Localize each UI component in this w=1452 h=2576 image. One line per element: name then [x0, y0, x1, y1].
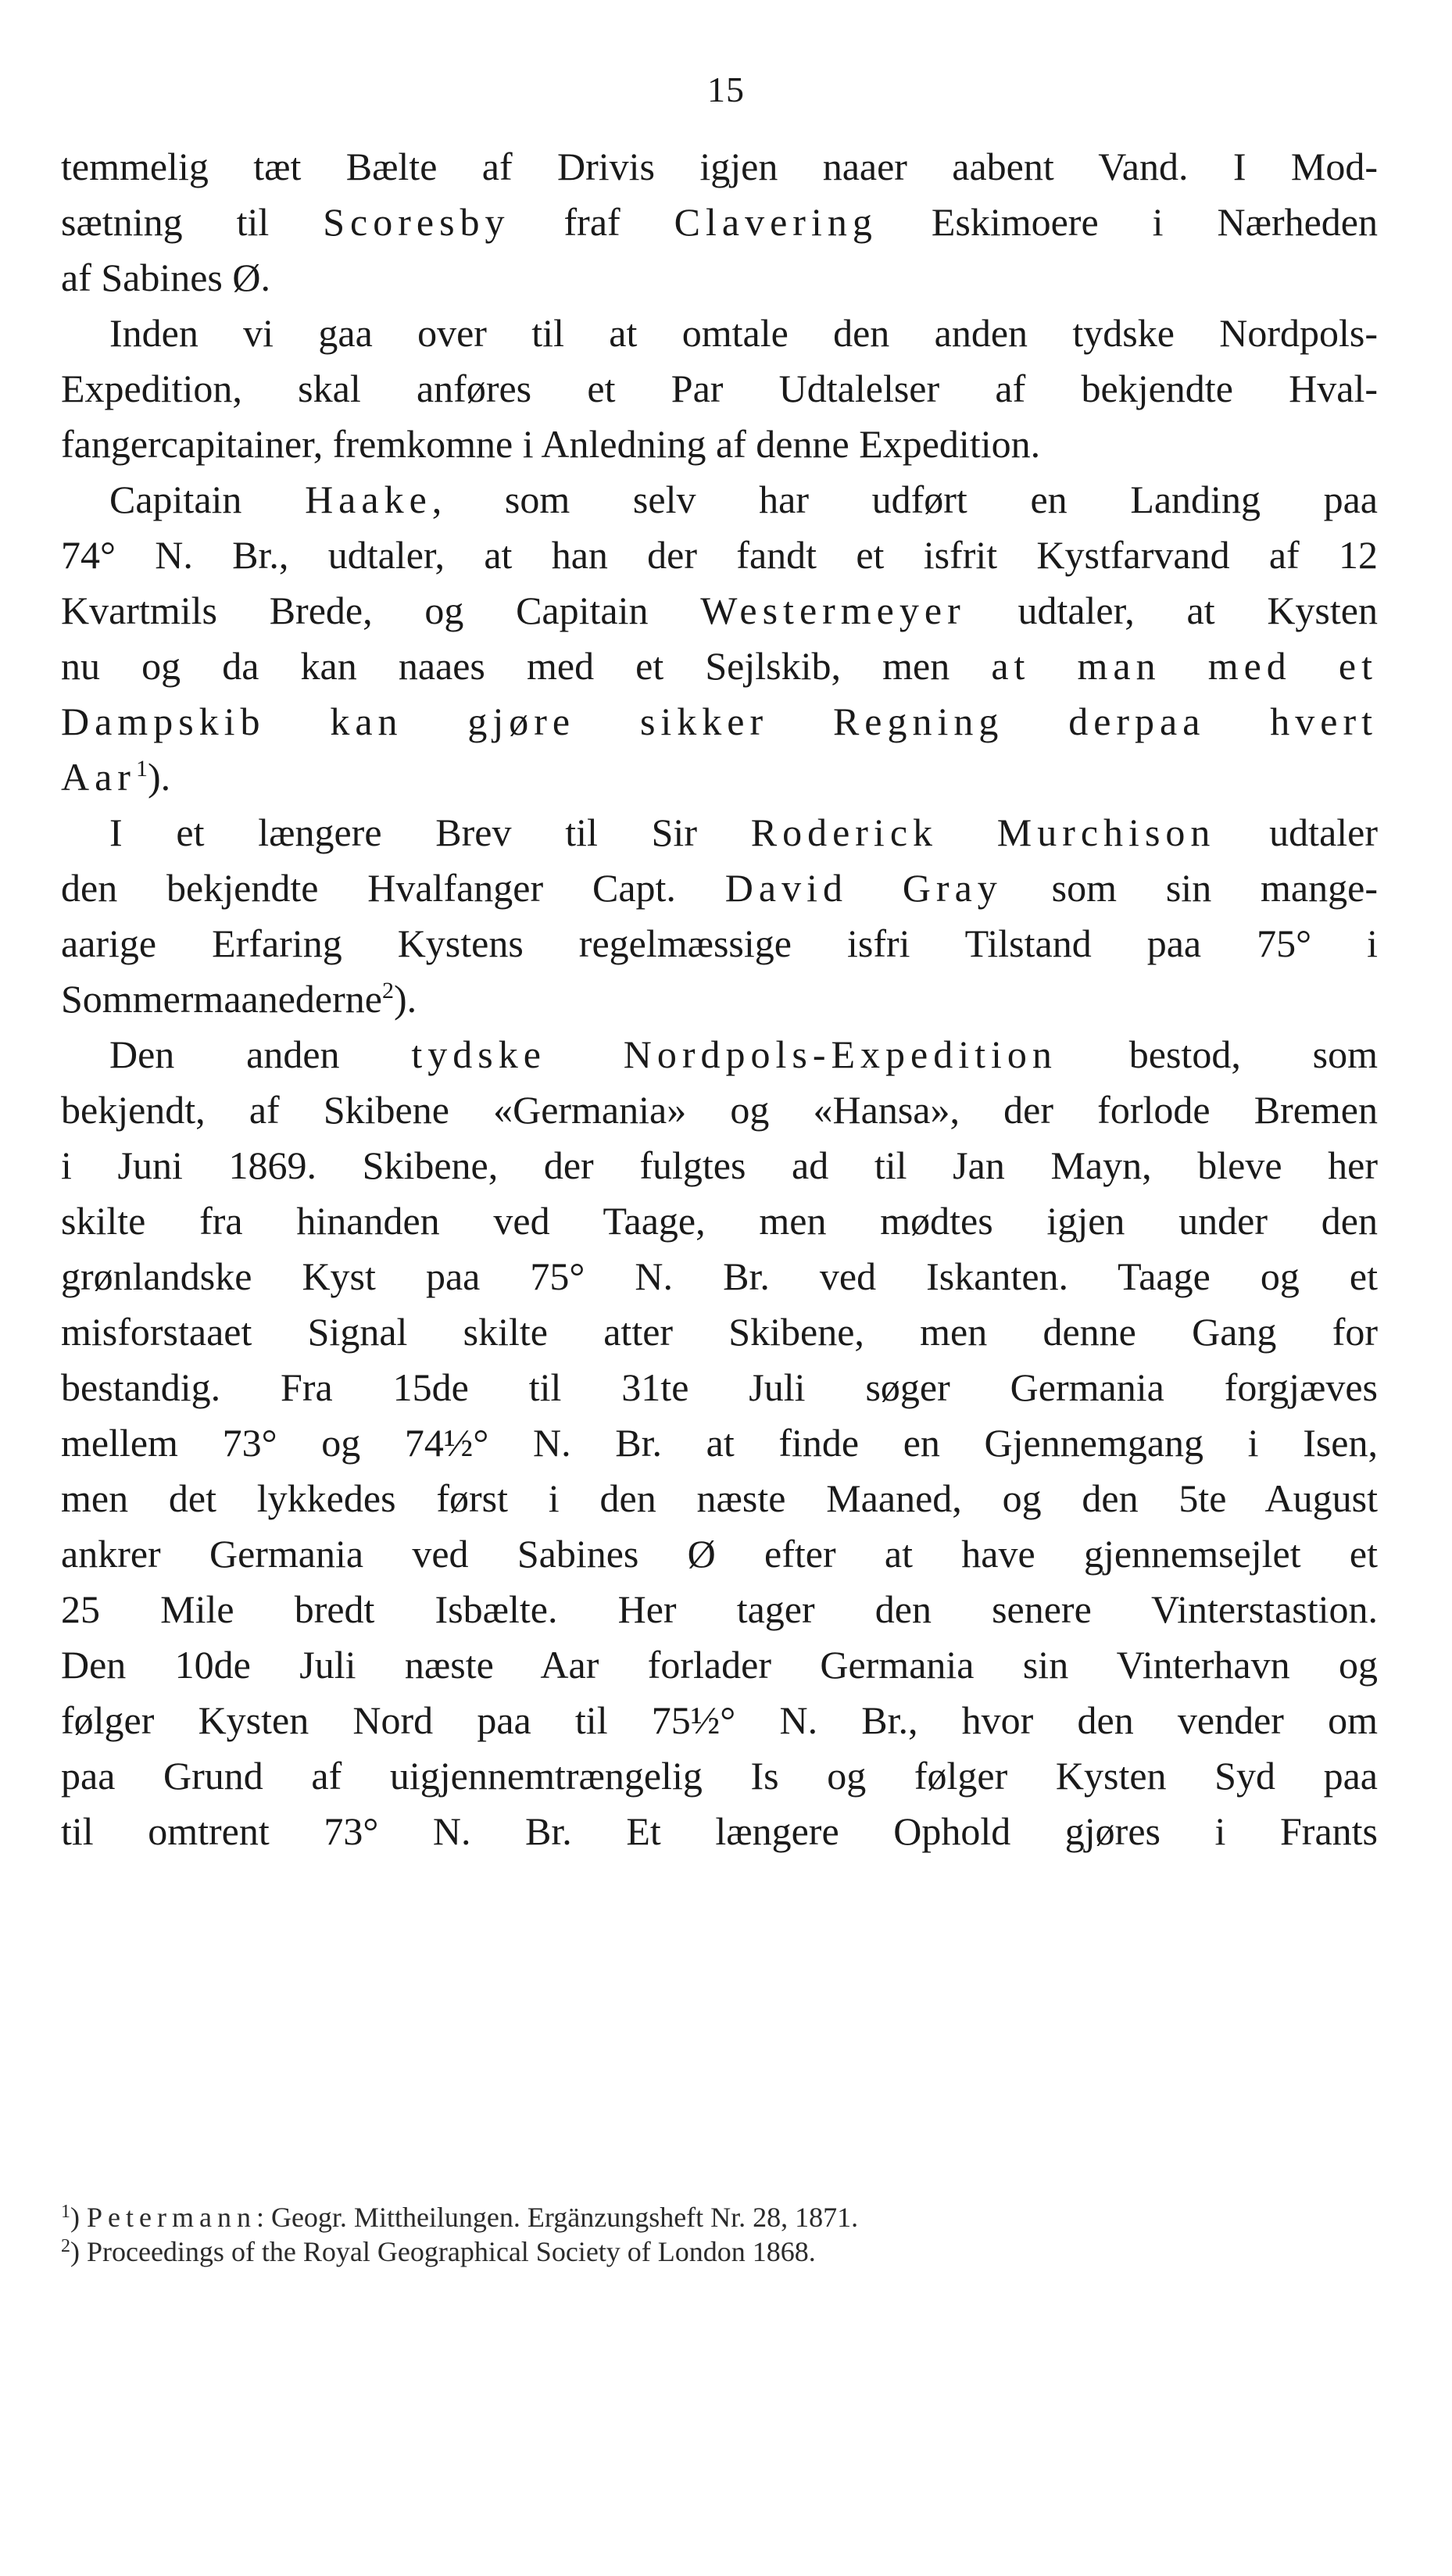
footnote-mark: 2: [61, 2236, 70, 2256]
text-line: [61, 639, 1378, 694]
text-line: [61, 1748, 1378, 1804]
text-run: temmelig tæt Bælte af Drivis igjen naaer aabent Vand. I Mod-: [61, 145, 1378, 188]
text-run: af Sabines Ø.: [61, 256, 270, 299]
text-line: [61, 417, 1378, 472]
text-line: [61, 860, 1378, 916]
text-run: bekjendt, af Skibene «Germania» og «Hansa», der forlode Bremen: [61, 1088, 1378, 1132]
text-run: skilte fra hinanden ved Taage, men mødtes igjen under den: [61, 1199, 1378, 1243]
text-line: [61, 1693, 1378, 1748]
spaced-text: Haake: [305, 478, 432, 521]
text-run: ankrer Germania ved Sabines Ø efter at have gjennemsejlet et: [61, 1532, 1378, 1576]
text-line: [61, 1082, 1378, 1138]
text-run: mellem 73° og 74½° N. Br. at finde en Gjennemgang i Isen,: [61, 1421, 1378, 1465]
text-run: bestandig. Fra 15de til 31te Juli søger Germania forgjæves: [61, 1365, 1378, 1409]
text-line: [61, 583, 1378, 639]
text-line: [61, 1415, 1378, 1471]
text-line: [61, 1582, 1378, 1637]
text-line: [61, 1249, 1378, 1304]
text-run: Kvartmils Brede, og Capitain: [61, 589, 701, 632]
text-run: : Geogr. Mittheilungen. Ergänzungsheft Nr. 28, 1871.: [256, 2202, 859, 2233]
text-line: [61, 1193, 1378, 1249]
text-run: grønlandske Kyst paa 75° N. Br. ved Iskanten. Taage og et: [61, 1254, 1378, 1298]
spaced-text: Scoresby: [323, 200, 510, 244]
text-run: fraf: [510, 200, 674, 244]
footnote: [61, 2234, 1378, 2269]
text-run: 25 Mile bredt Isbælte. Her tager den senere Vinterstastion.: [61, 1587, 1378, 1631]
spaced-text: Westermeyer: [700, 589, 966, 632]
text-run: bestod, som: [1057, 1032, 1378, 1076]
footnotes: [61, 2200, 1378, 2269]
spaced-text: Clavering: [674, 200, 878, 244]
text-line: [61, 805, 1378, 860]
text-run: men det lykkedes først i den næste Maaned, og den 5te August: [61, 1476, 1378, 1520]
text-run: Sommermaanederne: [61, 977, 382, 1021]
text-run: Den anden: [109, 1032, 412, 1076]
text-run: Inden vi gaa over til at omtale den anden tydske Nordpols-: [109, 311, 1378, 355]
text-run: paa Grund af uigjennemtrængelig Is og følger Kysten Syd paa: [61, 1754, 1378, 1798]
text-line: [61, 1360, 1378, 1415]
text-run: følger Kysten Nord paa til 75½° N. Br., hvor den vender om: [61, 1698, 1378, 1742]
text-run: , som selv har udført en Landing paa: [431, 478, 1378, 521]
text-run: nu og da kan naaes med et Sejlskib, men: [61, 644, 992, 688]
text-run: Capitain: [109, 478, 306, 521]
text-line: [61, 306, 1378, 361]
footnote: [61, 2200, 1378, 2234]
text-run: den bekjendte Hvalfanger Capt.: [61, 866, 725, 910]
text-run: I et længere Brev til Sir: [109, 810, 751, 854]
text-line: [61, 1027, 1378, 1082]
spaced-text: Dampskib kan gjøre sikker Regning derpaa hvert: [61, 699, 1378, 743]
spaced-text: tydske Nordpols-Expedition: [411, 1032, 1057, 1076]
text-run: misforstaaet Signal skilte atter Skibene, men denne Gang for: [61, 1310, 1378, 1354]
text-line: [61, 1637, 1378, 1693]
text-run: fangercapitainer, fremkomne i Anledning af denne Expedition.: [61, 422, 1041, 466]
footnote-reference: 1: [135, 756, 148, 782]
text-line: [61, 1304, 1378, 1360]
footnote-mark: 1: [61, 2202, 70, 2222]
text-line: [61, 361, 1378, 417]
text-line: [61, 528, 1378, 583]
footnote-reference: 2: [381, 978, 394, 1004]
spaced-text: at man med et: [991, 644, 1378, 688]
text-run: 74° N. Br., udtaler, at han der fandt et isfrit Kystfarvand af 12: [61, 533, 1378, 577]
text-run: udtaler, at Kysten: [965, 589, 1378, 632]
spaced-text: David Gray: [724, 866, 1003, 910]
text-run: ).: [147, 755, 171, 799]
text-run: ) Proceedings of the Royal Geographical Society of London 1868.: [70, 2236, 816, 2267]
text-line: [61, 916, 1378, 971]
page-number: 15: [707, 70, 745, 109]
text-run: i Juni 1869. Skibene, der fulgtes ad til Jan Mayn, bleve her: [61, 1143, 1378, 1187]
text-line: [61, 750, 1378, 805]
text-run: Eskimoere i Nærheden: [877, 200, 1378, 244]
text-line: [61, 472, 1378, 528]
text-run: ): [70, 2202, 87, 2233]
text-line: [61, 1471, 1378, 1526]
text-run: Den 10de Juli næste Aar forlader Germania sin Vinterhavn og: [61, 1643, 1378, 1687]
spaced-text: Petermann: [87, 2202, 256, 2233]
text-run: udtaler: [1215, 810, 1378, 854]
text-line: [61, 195, 1378, 250]
text-line: [61, 139, 1378, 195]
text-line: [61, 971, 1378, 1027]
body-text: [61, 139, 1378, 1859]
text-line: [61, 250, 1378, 306]
text-run: ).: [393, 977, 417, 1021]
text-run: Expedition, skal anføres et Par Udtalelser af bekjendte Hval-: [61, 367, 1378, 410]
spaced-text: Roderick Murchison: [750, 810, 1216, 854]
spaced-text: Aar: [61, 755, 136, 799]
text-line: [61, 1138, 1378, 1193]
text-run: til omtrent 73° N. Br. Et længere Ophold gjøres i Frants: [61, 1809, 1378, 1853]
text-run: som sin mange-: [1002, 866, 1378, 910]
text-line: [61, 1526, 1378, 1582]
text-run: aarige Erfaring Kystens regelmæssige isfri Tilstand paa 75° i: [61, 921, 1378, 965]
text-line: [61, 1804, 1378, 1859]
text-line: [61, 694, 1378, 750]
text-run: sætning til: [61, 200, 324, 244]
